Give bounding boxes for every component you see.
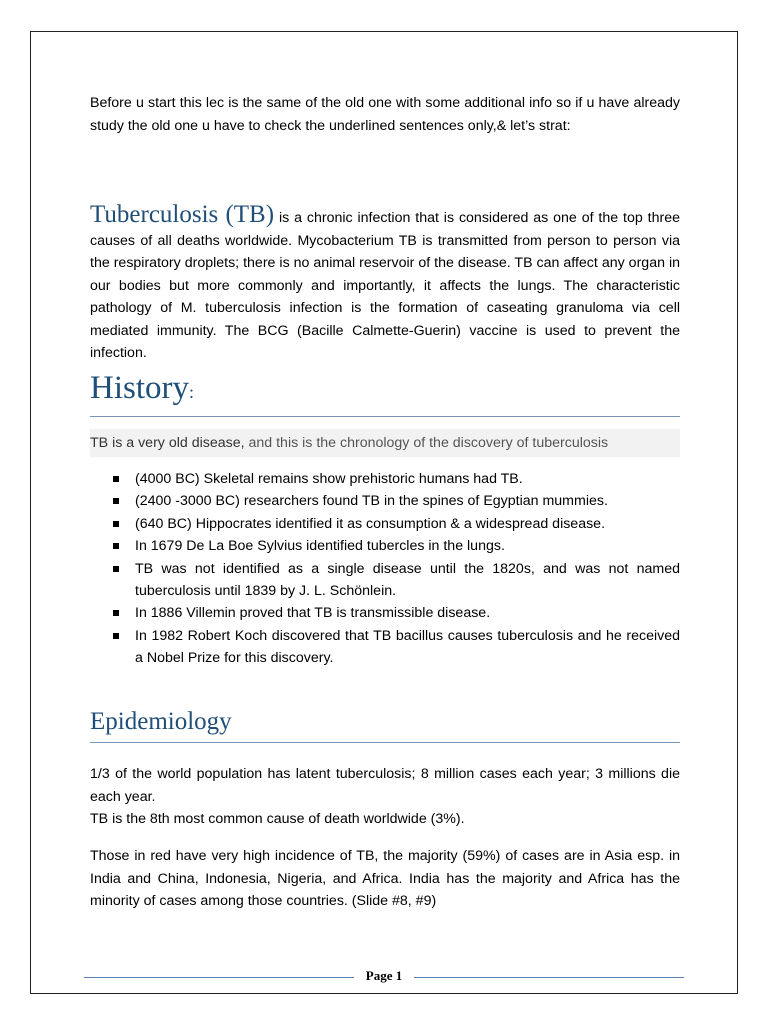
history-list	[90, 468, 680, 670]
history-subtitle-b: and this is the chronology of the discovery of tuberculosis	[244, 435, 609, 451]
tb-title: Tuberculosis (TB)	[90, 201, 275, 228]
footer-rule-left	[84, 977, 354, 978]
list-item-text: TB was not identified as a single disease until the 1820s, and was not named tuberculosis until 1839 by J. L. Schönlein.	[135, 560, 680, 600]
history-subtitle	[90, 429, 680, 457]
list-item	[90, 468, 680, 490]
tb-paragraph	[90, 201, 680, 365]
list-item-text: In 1679 De La Boe Sylvius identified tubercles in the lungs.	[135, 538, 505, 555]
tb-text: is a chronic infection that is considered as one of the top three causes of all deaths worldwide. Mycobacterium TB is transmitted from person to person via the respiratory droplets; there is no animal reservoir of the disease. TB can affect any organ in our bodies but more commonly and importantly, it affects the lungs. The characteristic pathology of M. tuberculosis infection is the formation of caseating granuloma via cell mediated immunity. The BCG (Bacille Calmette-Guerin) vaccine is used to prevent the infection.	[90, 210, 680, 361]
list-item-text: (640 BC) Hippocrates identified it as consumption & a widespread disease.	[135, 515, 606, 532]
square-bullet-icon	[113, 521, 119, 527]
list-item	[90, 513, 680, 535]
list-item	[90, 490, 680, 512]
epidemiology-line-1: 1/3 of the world population has latent tuberculosis; 8 million cases each year; 3 millions die each year.	[90, 766, 680, 805]
document-content	[90, 92, 680, 909]
history-subtitle-a: TB is a very old disease,	[90, 435, 245, 451]
epidemiology-line-2: TB is the 8th most common cause of death worldwide (3%).	[90, 811, 465, 827]
page-footer	[84, 966, 684, 988]
epidemiology-paragraph-2: Those in red have very high incidence of TB, the majority (59%) of cases are in Asia esp. in India and China, Indonesia, Nigeria, and Africa. India has the majority and Africa has the minority of cases among those countries. (Slide #8, #9)	[90, 848, 680, 909]
list-item	[90, 535, 680, 557]
list-item	[90, 625, 680, 670]
list-item-text: In 1886 Villemin proved that TB is transmissible disease.	[135, 605, 491, 622]
intro-paragraph: Before u start this lec is the same of the old one with some additional info so if u have already study the old one u have to check the underlined sentences only,& let’s strat:	[90, 95, 680, 134]
square-bullet-icon	[113, 566, 119, 572]
history-heading	[90, 368, 680, 417]
history-heading-text: History	[90, 370, 189, 406]
list-item	[90, 602, 680, 624]
square-bullet-icon	[113, 498, 119, 504]
square-bullet-icon	[113, 543, 119, 549]
epidemiology-heading: Epidemiology	[90, 706, 680, 743]
history-colon: :	[189, 382, 195, 402]
footer-rule-right	[414, 977, 684, 978]
list-item-text: In 1982 Robert Koch discovered that TB bacillus causes tuberculosis and he received a Nobel Prize for this discovery.	[135, 627, 680, 667]
square-bullet-icon	[113, 476, 119, 482]
square-bullet-icon	[113, 610, 119, 616]
epidemiology-paragraph-1	[90, 763, 680, 831]
list-item-text: (2400 -3000 BC) researchers found TB in the spines of Egyptian mummies.	[135, 493, 608, 510]
page-number: Page 1	[365, 968, 403, 983]
list-item	[90, 558, 680, 603]
square-bullet-icon	[113, 633, 119, 639]
list-item-text: (4000 BC) Skeletal remains show prehistoric humans had TB.	[135, 471, 523, 487]
